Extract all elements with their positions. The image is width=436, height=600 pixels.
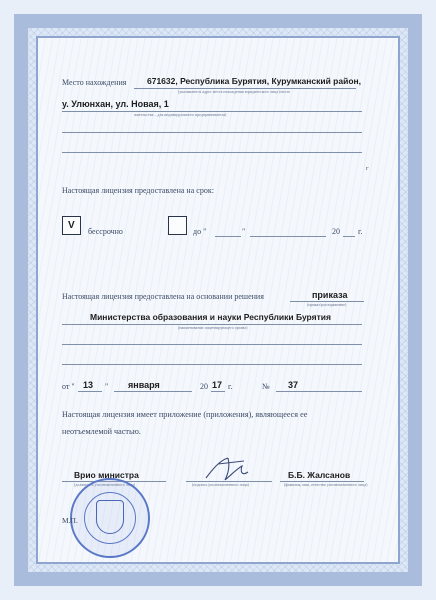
perpetual-label: бессрочно — [88, 227, 123, 236]
seal-label: М.П. — [62, 516, 78, 525]
basis-line-3 — [62, 364, 362, 365]
location-value-line-2: у. Улюнхан, ул. Новая, 1 — [62, 99, 169, 109]
location-line-4 — [62, 152, 362, 153]
date-year-end: г. — [228, 382, 233, 391]
perpetual-checkbox — [62, 216, 81, 235]
seal-emblem-icon — [96, 500, 124, 534]
until-month-line — [250, 236, 326, 237]
handwritten-signature — [198, 452, 262, 484]
location-hint-2: жительства – для индивидуального предпринимателя) — [134, 112, 227, 117]
basis-authority-hint: (наименование лицензирующего органа) — [178, 325, 248, 330]
date-year-prefix: 20 — [200, 382, 208, 391]
until-day-line — [215, 236, 241, 237]
location-value-line-1: 671632, Республика Бурятия, Курумканский район, — [147, 76, 362, 86]
until-year-prefix: 20 — [332, 227, 340, 236]
signature-hint: (подпись уполномоченного лица) — [192, 482, 249, 487]
date-month-line — [114, 391, 192, 392]
name-hint: (фамилия, имя, отчество уполномоченного лица) — [284, 482, 368, 487]
appendix-line-1: Настоящая лицензия имеет приложение (приложения), являющееся ее — [62, 410, 308, 419]
date-month: января — [128, 380, 160, 390]
appendix-line-2: неотъемлемой частью. — [62, 427, 141, 436]
date-year-suffix: 17 — [212, 380, 223, 390]
date-year-line — [211, 391, 225, 392]
basis-authority: Министерства образования и науки Республики Бурятия — [90, 312, 331, 322]
official-seal — [70, 478, 150, 558]
license-number: 37 — [288, 380, 299, 390]
number-line — [276, 391, 362, 392]
checkbox-mark: V — [68, 220, 75, 231]
basis-label: Настоящая лицензия предоставлена на основании решения — [62, 292, 264, 301]
until-quote-close: " — [242, 227, 246, 236]
signatory-position: Врио министра — [74, 470, 139, 480]
basis-doc-type-hint: (приказ/распоряжение) — [307, 302, 347, 307]
signatory-name: Б.Б. Жалсанов — [288, 470, 351, 480]
location-label: Место нахождения — [62, 78, 127, 87]
date-day-line — [78, 391, 102, 392]
until-year-line — [343, 236, 355, 237]
until-label: до " — [193, 227, 207, 236]
until-year-end: г. — [358, 227, 363, 236]
date-from-label: от " — [62, 382, 75, 391]
date-quote-close: " — [105, 382, 109, 391]
until-checkbox — [168, 216, 187, 235]
location-marker: г — [366, 166, 369, 172]
basis-doc-type: приказа — [312, 290, 348, 300]
location-hint-1: (указываются адрес места нахождения юридического лица (место — [178, 89, 291, 94]
basis-line-2 — [62, 344, 362, 345]
location-line-3 — [62, 132, 362, 133]
term-label: Настоящая лицензия предоставлена на срок: — [62, 186, 214, 195]
position-hint: (должность уполномоченного лица) — [74, 482, 136, 487]
date-day: 13 — [83, 380, 94, 390]
number-label: № — [262, 382, 270, 391]
